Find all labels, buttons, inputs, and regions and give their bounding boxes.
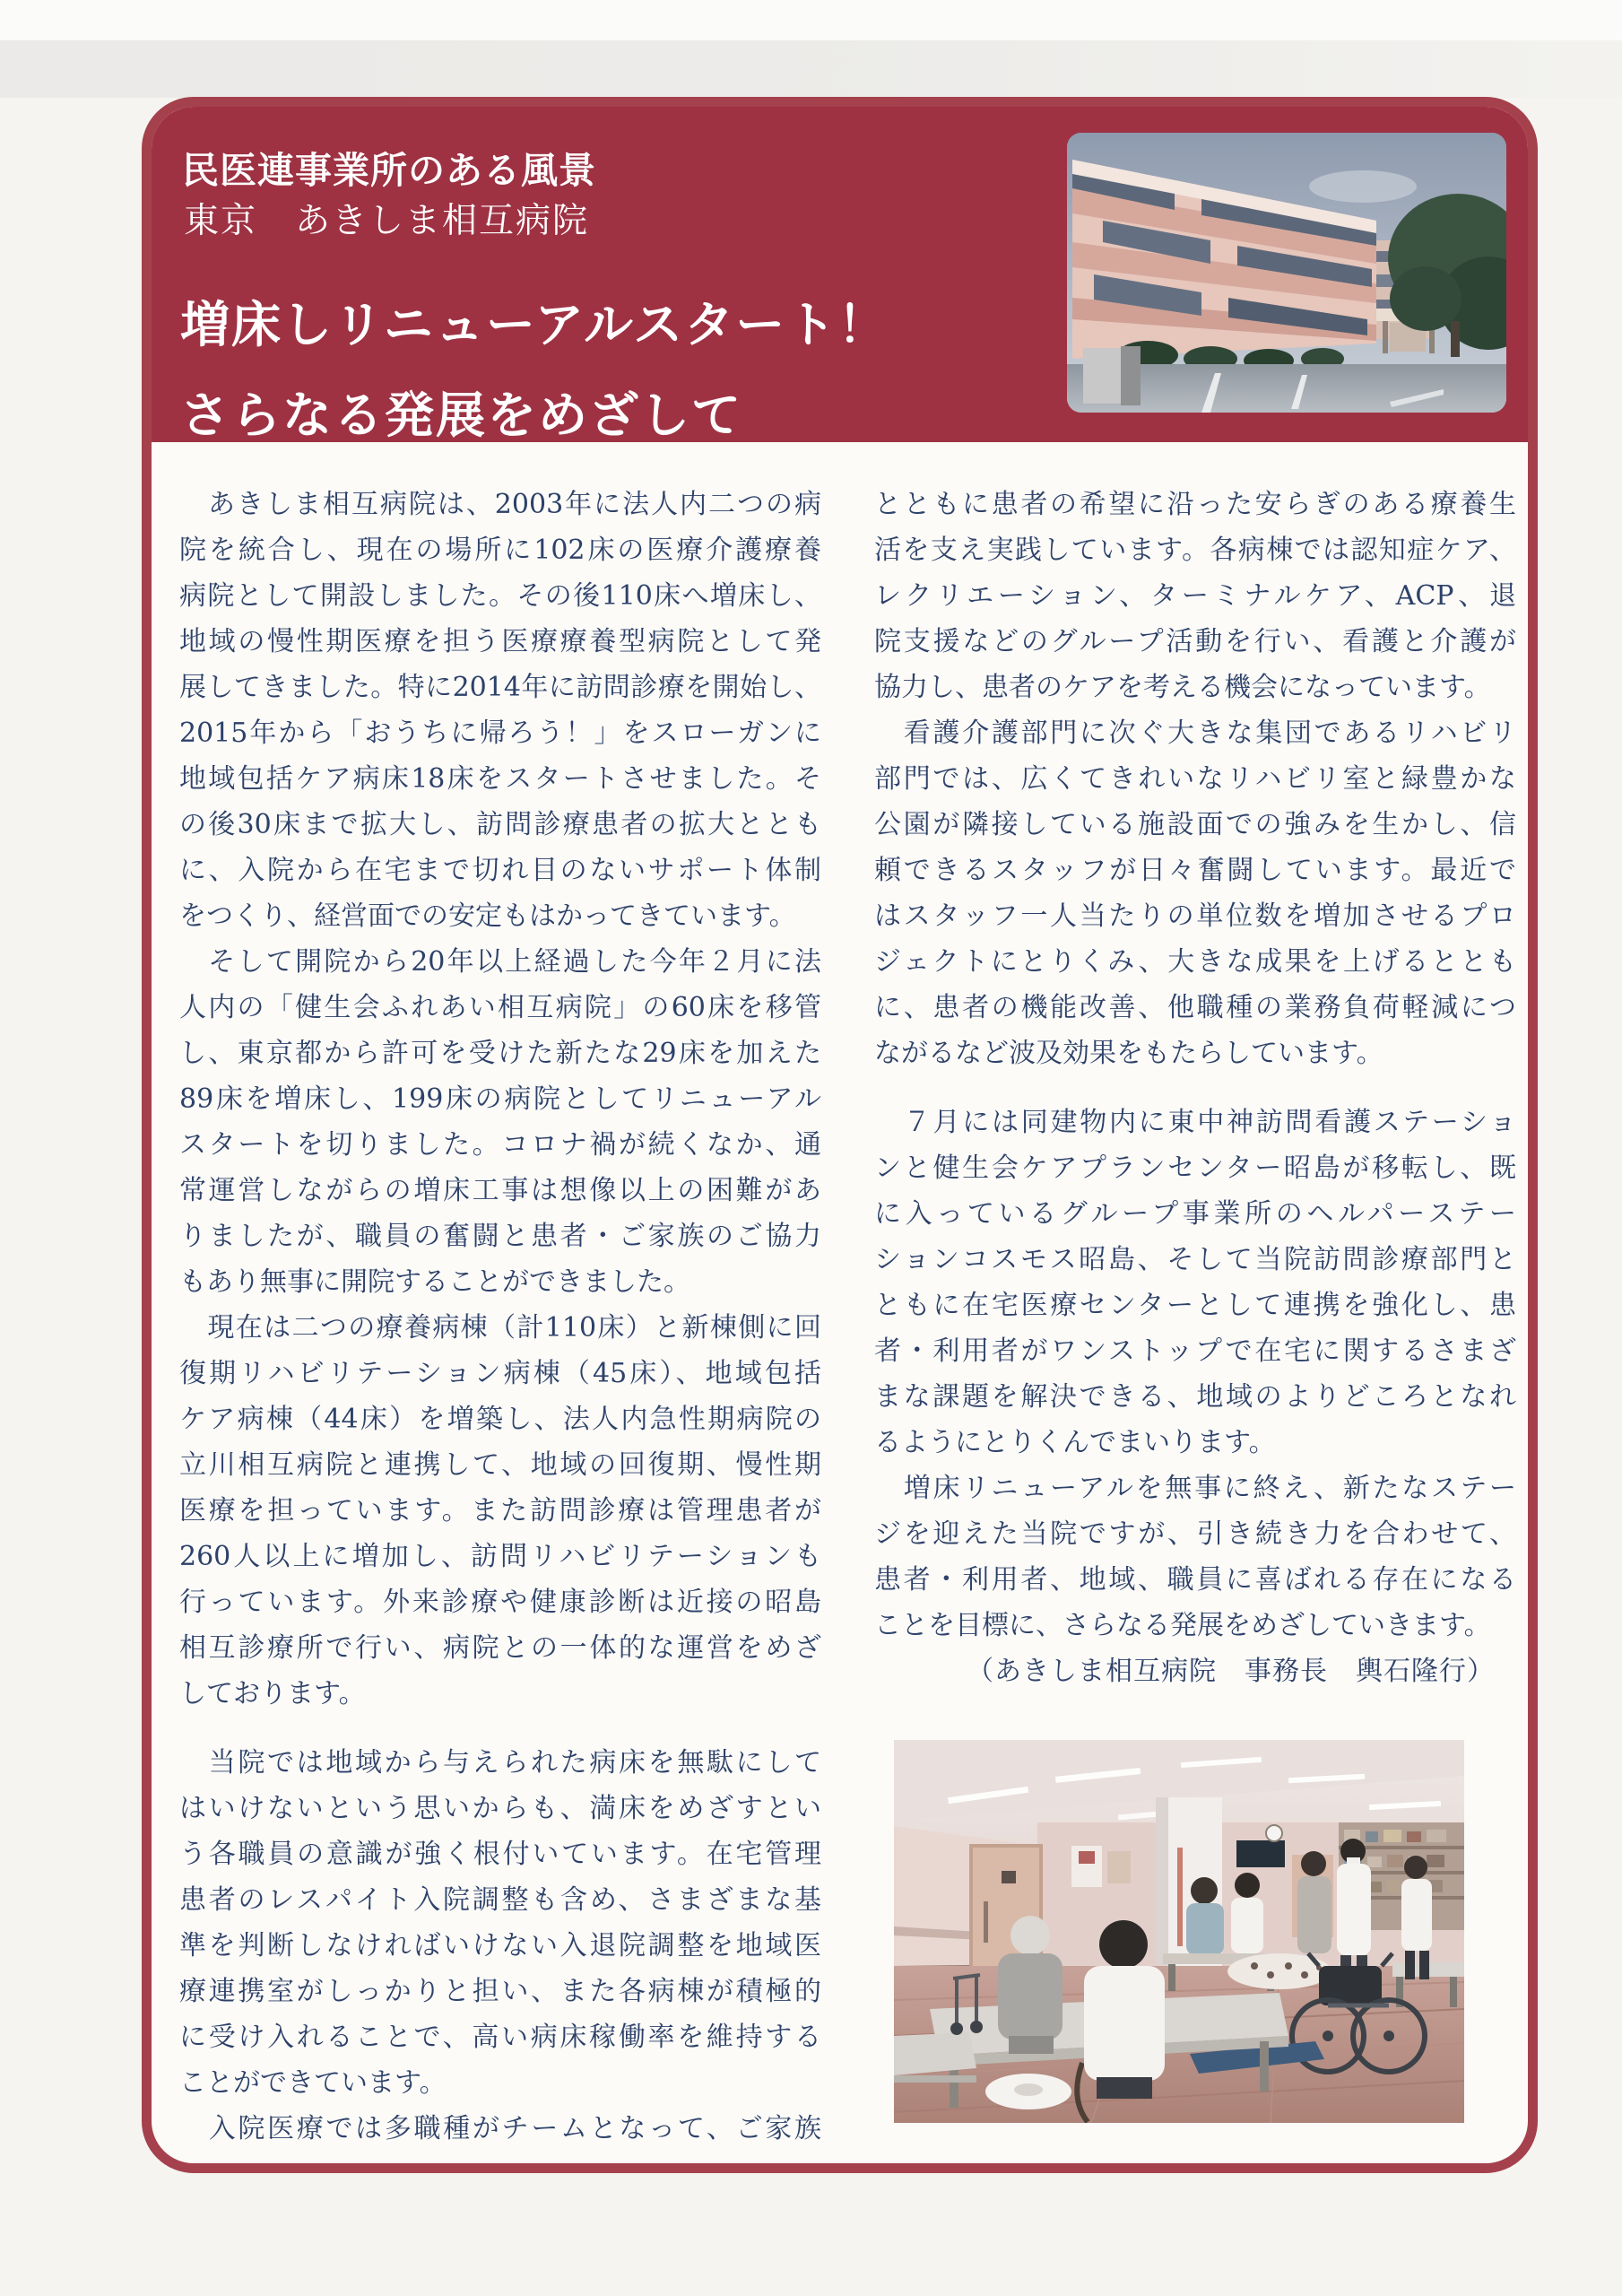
article-text-line: 相互診療所で行い、病院との一体的な運営をめざ <box>179 1632 821 1664</box>
article-column-left <box>179 482 821 2152</box>
article-text-line: 院を統合し、現在の場所に102床の医療介護療養 <box>179 535 821 566</box>
article-text-line: に、患者の機能改善、他職種の業務負荷軽減につ <box>874 992 1516 1023</box>
article-text-line: 増床リニューアルを無事に終え、新たなステー <box>874 1473 1516 1504</box>
article-text-line: りましたが、職員の奮闘と患者・ご家族のご協力 <box>179 1221 821 1252</box>
article-text-line: 患者・利用者、地域、職員に喜ばれる存在になる <box>874 1564 1516 1596</box>
article-text-line: の後30床まで拡大し、訪問診療患者の拡大ととも <box>179 809 821 840</box>
scan-artifact-band <box>0 40 1622 98</box>
article-text-line: 人内の「健生会ふれあい相互病院」の60床を移管 <box>179 992 821 1023</box>
article-text-line: 院支援などのグループ活動を行い、看護と介護が <box>874 626 1516 657</box>
facility-name: あきしま相互病院 <box>295 201 590 241</box>
article-text-line: そして開院から20年以上経過した今年２月に法 <box>179 946 821 978</box>
article-text-line: ションコスモス昭島、そして当院訪問診療部門と <box>874 1244 1516 1275</box>
region-label: 東京 <box>184 201 258 241</box>
hospital-exterior-photo <box>1067 133 1506 413</box>
article-text-line: ジェクトにとりくみ、大きな成果を上げるととも <box>874 946 1516 978</box>
article-text-line: まな課題を解決できる、地域のよりどころとなれ <box>874 1381 1516 1413</box>
article-text-line: に入っているグループ事業所のヘルパーステー <box>874 1198 1516 1230</box>
article-text-line: とともに患者の希望に沿った安らぎのある療養生 <box>874 489 1516 520</box>
article-text-line: はいけないという思いからも、満床をめざすとい <box>179 1793 821 1824</box>
scan-margin <box>0 0 1622 40</box>
article-text-line: しております。 <box>179 1678 366 1709</box>
article-text-line: （あきしま相互病院 事務長 輿石隆行） <box>967 1656 1495 1687</box>
article-text-line: 者・利用者がワンストップで在宅に関するさまざ <box>874 1335 1516 1367</box>
article-text-line: し、東京都から許可を受けた新たな29床を加えた <box>179 1038 821 1069</box>
article-title <box>180 279 889 460</box>
article-text-line: 2015年から「おうちに帰ろう！」をスローガンに <box>179 718 821 749</box>
article-text-line: ンと健生会ケアプランセンター昭島が移転し、既 <box>874 1152 1516 1184</box>
article-text-line: 病院として開設しました。その後110床へ増床し、 <box>179 580 821 612</box>
article-text-line: 協力し、患者のケアを考える機会になっています。 <box>874 672 1491 703</box>
article-text-line: 展してきました。特に2014年に訪問診療を開始し、 <box>179 672 821 703</box>
article-text-line: レクリエーション、ターミナルケア、ACP、退 <box>874 580 1516 612</box>
article-text-line: もあり無事に開院することができました。 <box>179 1266 690 1298</box>
series-kicker: 民医連事業所のある風景 <box>182 149 596 192</box>
article-text-line: 準を判断しなければいけない入退院調整を地域医 <box>179 1930 821 1961</box>
article-text-line: 地域の慢性期医療を担う医療療養型病院として発 <box>179 626 821 657</box>
article-text-line: 現在は二つの療養病棟（計110床）と新棟側に回 <box>179 1312 821 1344</box>
article-frame <box>142 97 1538 2173</box>
article-text-line: 行っています。外来診療や健康診断は近接の昭島 <box>179 1587 821 1618</box>
article-text-line: 89床を増床し、199床の病院としてリニューアル <box>179 1083 821 1115</box>
article-text-line: 常運営しながらの増床工事は想像以上の困難があ <box>179 1175 821 1206</box>
article-text-line: 当院では地域から与えられた病床を無駄にして <box>179 1747 821 1779</box>
article-text-line: 入院医療では多職種がチームとなって、ご家族 <box>179 2113 821 2144</box>
article-text-line: 地域包括ケア病床18床をスタートさせました。そ <box>179 763 821 795</box>
article-text-line: に、入院から在宅まで切れ目のないサポート体制 <box>179 855 821 886</box>
rehab-room-photo <box>894 1740 1464 2123</box>
article-title-line2: さらなる発展をめざして <box>180 386 743 444</box>
article-text-line: ７月には同建物内に東中神訪問看護ステーショ <box>874 1107 1516 1138</box>
article-text-line: 頼できるスタッフが日々奮闘しています。最近で <box>874 855 1516 886</box>
article-text-line: 部門では、広くてきれいなリハビリ室と緑豊かな <box>874 763 1516 795</box>
article-text-line: 公園が隣接している施設面での強みを生かし、信 <box>874 809 1516 840</box>
article-text-line: 療連携室がしっかりと担い、また各病棟が積極的 <box>179 1976 821 2007</box>
article-text-line: ともに在宅医療センターとして連携を強化し、患 <box>874 1290 1516 1321</box>
article-text-line: ことができています。 <box>179 2067 447 2099</box>
article-text-line: 立川相互病院と連携して、地域の回復期、慢性期 <box>179 1449 821 1481</box>
article-text-line: に受け入れることで、高い病床稼働率を維持する <box>179 2022 821 2053</box>
article-text-line: 医療を担っています。また訪問診療は管理患者が <box>179 1495 821 1526</box>
article-column-right <box>874 482 1516 1694</box>
facility-location <box>184 193 589 243</box>
article-text-line: るようにとりくんでまいります。 <box>874 1427 1276 1458</box>
article-text-line: スタートを切りました。コロナ禍が続くなか、通 <box>179 1129 821 1161</box>
article-header <box>152 107 1528 442</box>
article-text-line: はスタッフ一人当たりの単位数を増加させるプロ <box>874 900 1516 932</box>
article-text-line: あきしま相互病院は、2003年に法人内二つの病 <box>179 489 821 520</box>
article-text-line: ながるなど波及効果をもたらしています。 <box>874 1038 1383 1069</box>
article-text-line: 復期リハビリテーション病棟（45床）、地域包括 <box>179 1358 821 1389</box>
article-title-line1: 増床しリニューアルスタート！ <box>180 295 889 353</box>
article-text-line: 活を支え実践しています。各病棟では認知症ケア、 <box>874 535 1516 566</box>
article-text-line: う各職員の意識が強く根付いています。在宅管理 <box>179 1839 821 1870</box>
article-text-line: ケア病棟（44床）を増築し、法人内急性期病院の <box>179 1404 821 1435</box>
article-text-line: ジを迎えた当院ですが、引き続き力を合わせて、 <box>874 1518 1516 1550</box>
article-text-line: 看護介護部門に次ぐ大きな集団であるリハビリ <box>874 718 1516 749</box>
article-text-line: ことを目標に、さらなる発展をめざしていきます。 <box>874 1610 1491 1641</box>
article-text-line: 患者のレスパイト入院調整も含め、さまざまな基 <box>179 1884 821 1916</box>
article-text-line: をつくり、経営面での安定もはかってきています。 <box>179 900 796 932</box>
article-text-line: 260人以上に増加し、訪問リハビリテーションも <box>179 1541 821 1572</box>
